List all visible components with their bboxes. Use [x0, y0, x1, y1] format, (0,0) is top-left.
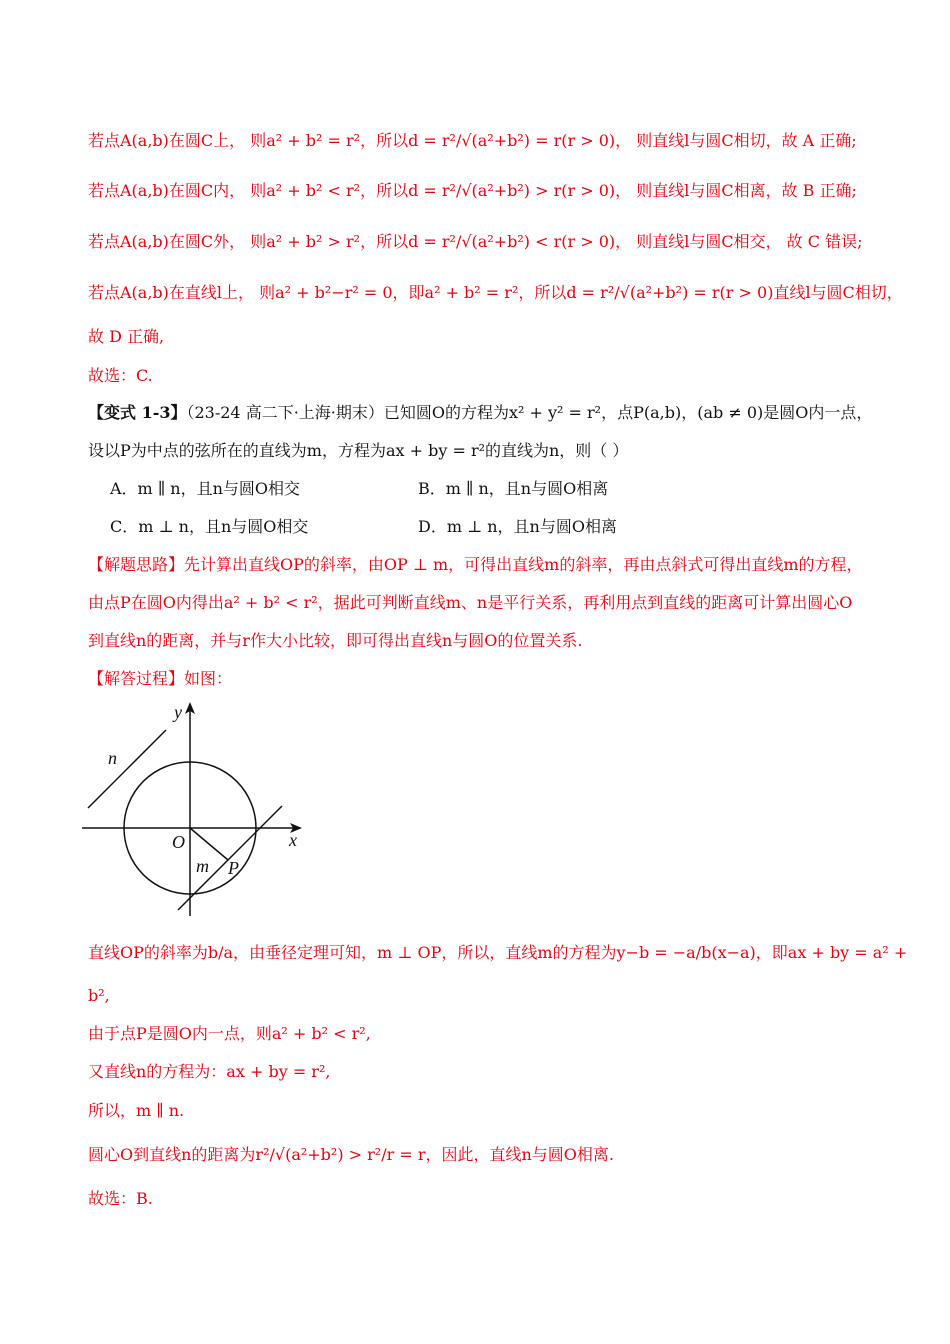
solution-line-a: 若点A(a,b)在圆C上， 则a² + b² = r²，所以d = r²/√(a²+b²) = r(r > 0)， 则直线l与圆C相切，故 A 正确; — [88, 131, 857, 150]
bottom-line-5: 所以，m ∥ n. — [88, 1101, 185, 1120]
bottom-answer-b: 故选：B. — [88, 1189, 153, 1208]
bottom-line-1: 直线OP的斜率为b/a，由垂径定理可知，m ⊥ OP，所以，直线m的方程为y−b = −a/b(x−a)，即ax + by = a² + — [88, 943, 908, 962]
option-b: B．m ∥ n，且n与圆O相离 — [418, 479, 609, 498]
solution-line-d: 若点A(a,b)在直线l上， 则a² + b²−r² = 0，即a² + b² = r²，所以d = r²/√(a²+b²) = r(r > 0)直线l与圆C相切， — [88, 283, 903, 302]
option-a: A．m ∥ n，且n与圆O相交 — [110, 479, 301, 498]
label-m: m — [196, 856, 209, 876]
bottom-line-2: b², — [88, 986, 110, 1005]
label-o: O — [172, 832, 185, 852]
process-header: 【解答过程】如图： — [88, 669, 233, 688]
solution-answer-c: 故选：C. — [88, 366, 153, 385]
label-x: x — [289, 830, 297, 850]
label-p: P — [228, 858, 239, 878]
label-y: y — [174, 702, 182, 722]
circle-diagram — [82, 696, 312, 916]
line-n — [88, 730, 166, 808]
problem-line-2: 设以P为中点的弦所在的直线为m，方程为ax + by = r²的直线为n，则（ ） — [88, 441, 629, 460]
option-d: D．m ⊥ n，且n与圆O相离 — [418, 517, 617, 536]
solution-line-b: 若点A(a,b)在圆C内， 则a² + b² < r²，所以d = r²/√(a²+b²) > r(r > 0)， 则直线l与圆C相离，故 B 正确; — [88, 181, 857, 200]
problem-line-1 — [88, 402, 872, 424]
option-c: C．m ⊥ n，且n与圆O相交 — [110, 517, 309, 536]
solution-line-c: 若点A(a,b)在圆C外， 则a² + b² > r²，所以d = r²/√(a²+b²) < r(r > 0)， 则直线l与圆C相交， 故 C 错误; — [88, 232, 863, 251]
solution-line-d-cont: 故 D 正确, — [88, 327, 165, 346]
label-n: n — [108, 748, 117, 768]
approach-line-1: 【解题思路】先计算出直线OP的斜率，由OP ⊥ m，可得出直线m的斜率，再由点斜式可得出直线m的方程， — [88, 555, 863, 574]
approach-line-2: 由点P在圆O内得出a² + b² < r²，据此可判断直线m、n是平行关系，再利用点到直线的距离可计算出圆心O — [88, 593, 853, 612]
bottom-line-3: 由于点P是圆O内一点，则a² + b² < r², — [88, 1024, 371, 1043]
approach-line-3: 到直线n的距离，并与r作大小比较，即可得出直线n与圆O的位置关系. — [88, 631, 583, 650]
bottom-line-4: 又直线n的方程为：ax + by = r², — [88, 1062, 331, 1081]
bottom-line-6: 圆心O到直线n的距离为r²/√(a²+b²) > r²/r = r，因此，直线n与圆O相离. — [88, 1145, 614, 1164]
problem-tag: 【变式 1-3】 — [88, 403, 187, 422]
problem-text-1: （23-24 高二下·上海·期末）已知圆O的方程为x² + y² = r²，点P(a,b)，(ab ≠ 0)是圆O内一点， — [186, 403, 873, 422]
